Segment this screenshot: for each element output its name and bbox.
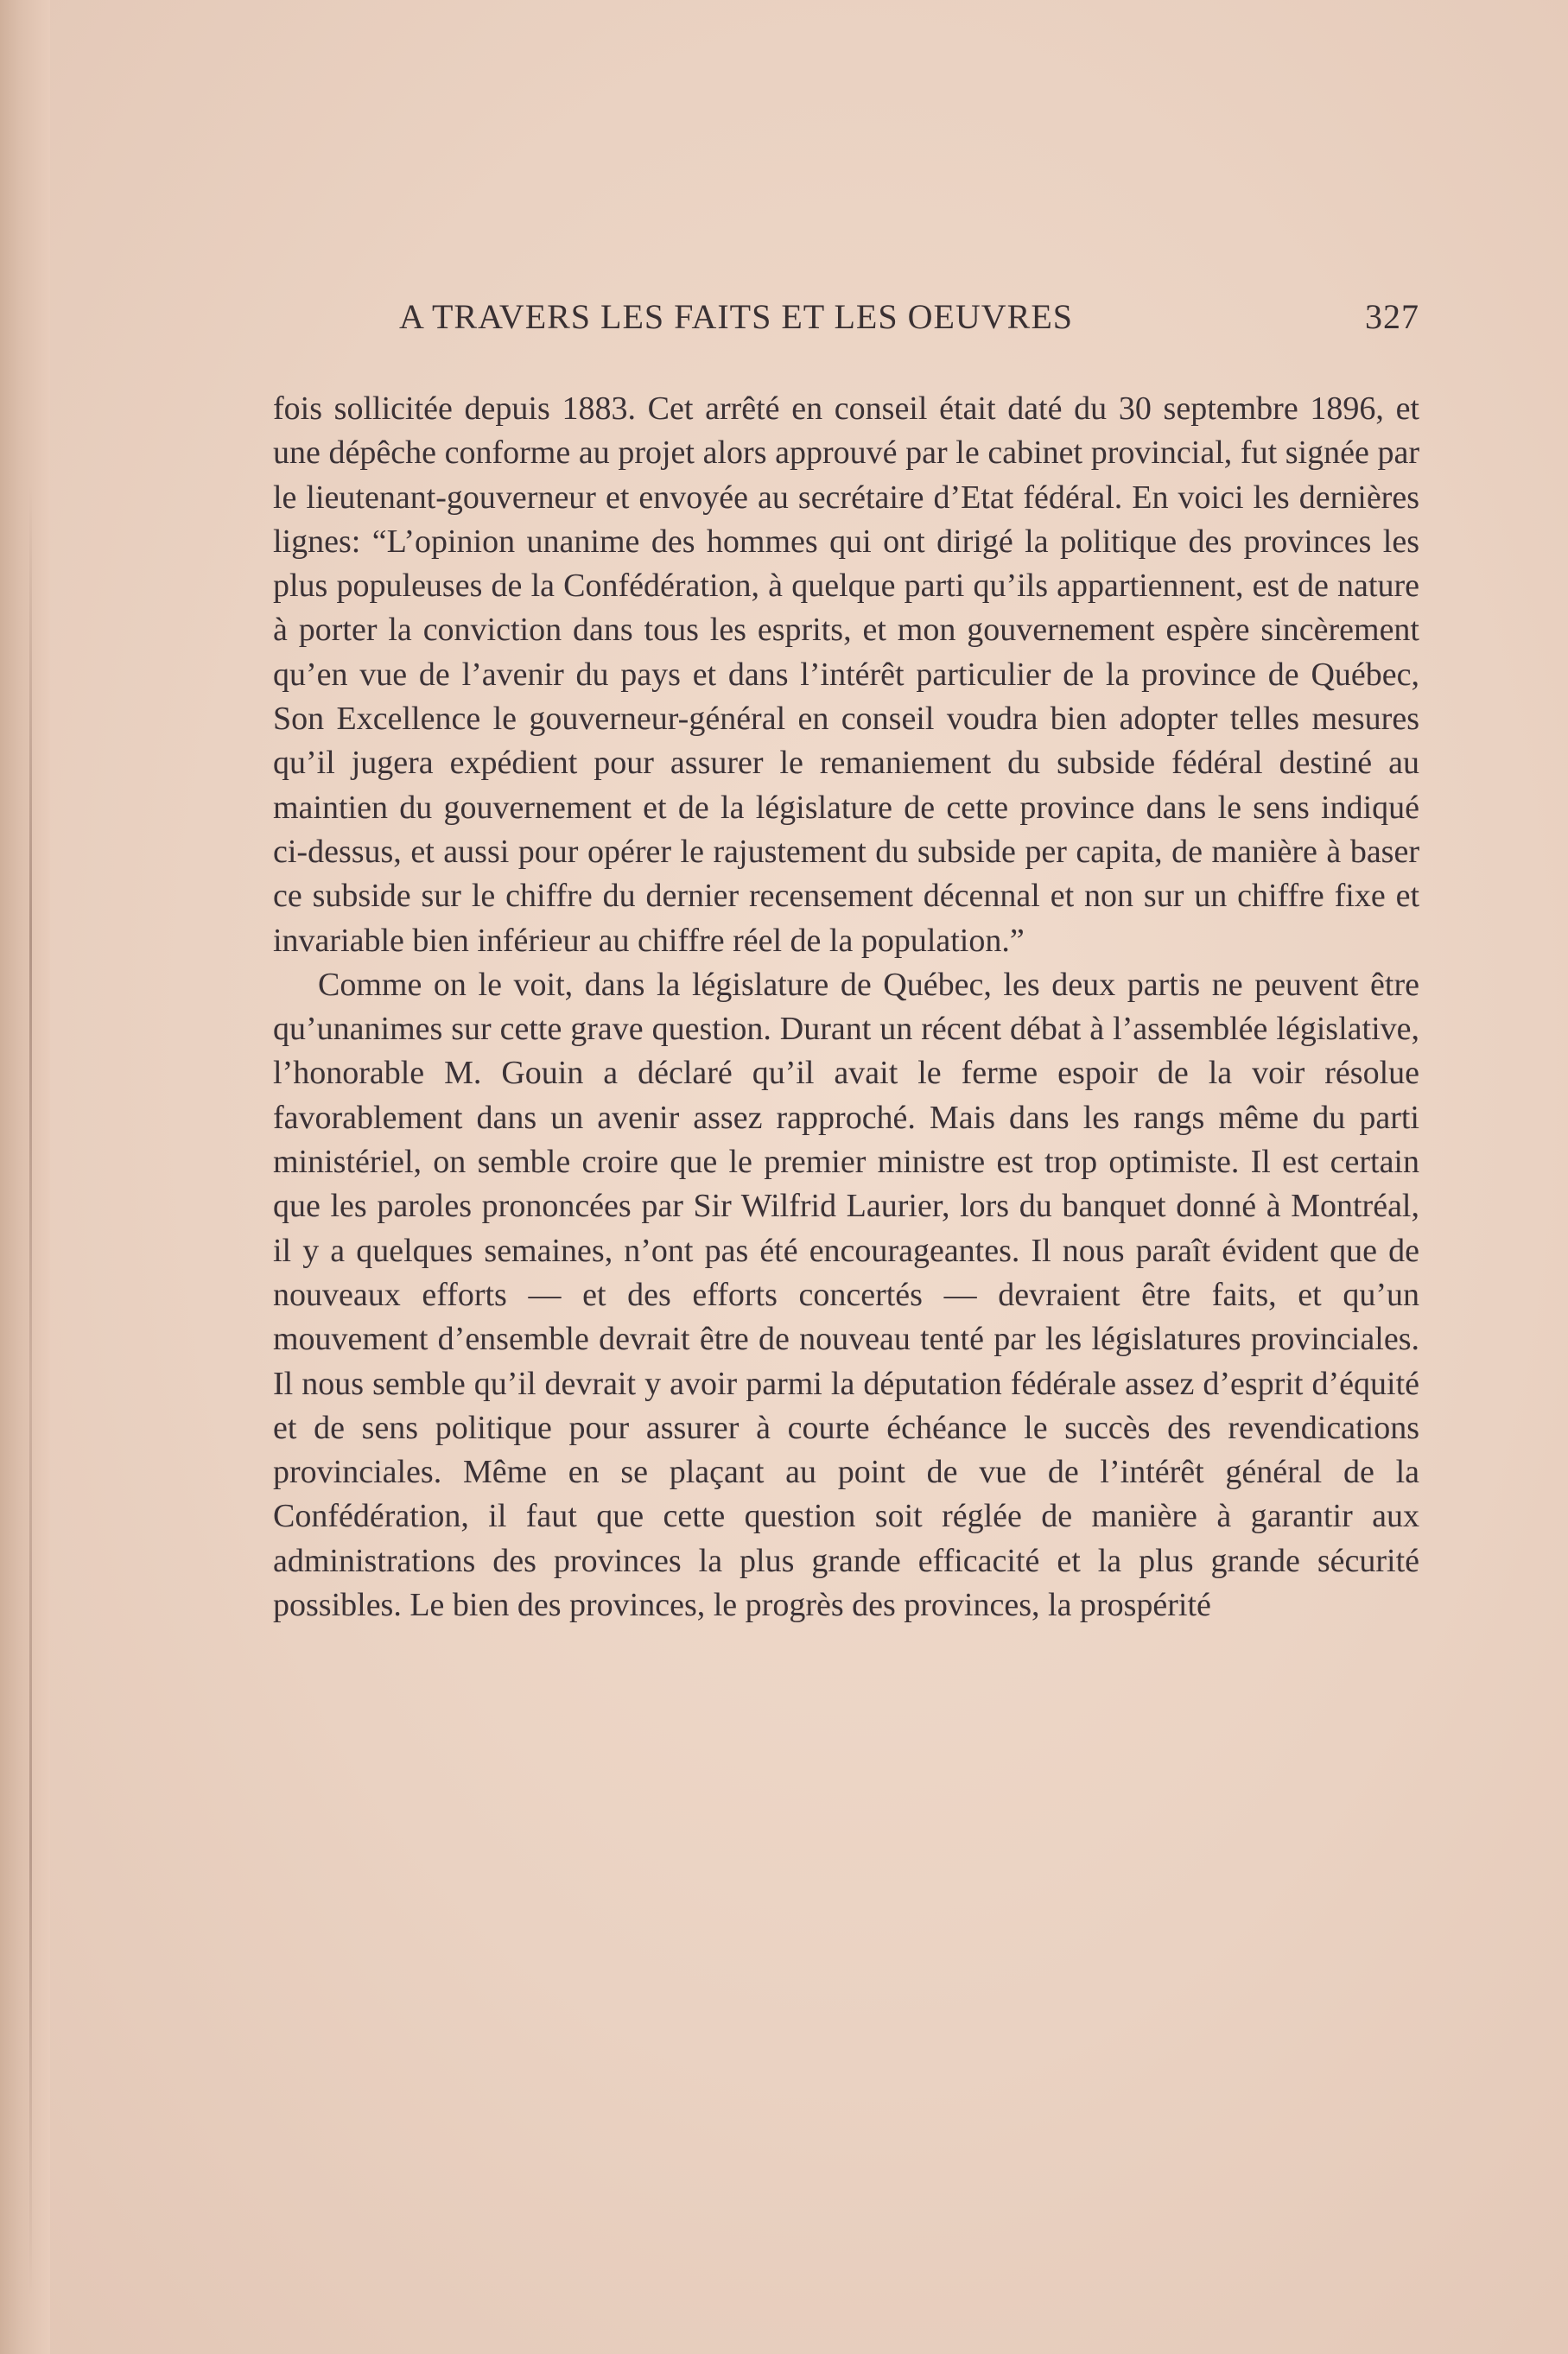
page-number: 327 (1365, 297, 1419, 336)
binding-shadow (29, 484, 32, 2298)
binding-gutter (0, 0, 50, 2354)
running-head: A TRAVERS LES FAITS ET LES OEUVRES (399, 297, 1074, 336)
page-header (273, 296, 1419, 345)
paragraph: fois sollicitée depuis 1883. Cet arrêté en conseil était daté du 30 septembre 1896, et une dépêche conforme au projet alors approuvé par le cabinet provincial, fut signée par le lieutenant-gouverneur et envoyée au secrétaire d’Etat fédéral. En voici les dernières lignes: “L’opinion unanime des hommes qui ont dirigé la politique des provinces les plus populeuses de la Confédération, à quelque parti qu’ils appartiennent, est de nature à porter la conviction dans tous les esprits, et mon gouvernement espère sincèrement qu’en vue de l’avenir du pays et dans l’intérêt particulier de la province de Québec, Son Excellence le gouverneur-général en conseil voudra bien adopter telles mesures qu’il jugera expédient pour assurer le remaniement du subside fédéral destiné au maintien du gouvernement et de la législature de cette province dans le sens indiqué ci-dessus, et aussi pour opérer le rajustement du subside per capita, de manière à baser ce subside sur le chiffre du dernier recensement décennal et non sur un chiffre fixe et invariable bien inférieur au chiffre réel de la population.” (273, 390, 1419, 959)
paragraph: Comme on le voit, dans la législature de Québec, les deux partis ne peuvent être qu’unanimes sur cette grave question. Durant un récent débat à l’assemblée législative, l’honorable M. Gouin a déclaré qu’il avait le ferme espoir de la voir résolue favorablement dans un avenir assez rapproché. Mais dans les rangs même du parti ministériel, on semble croire que le premier ministre est trop optimiste. Il est certain que les paroles prononcées par Sir Wilfrid Laurier, lors du banquet donné à Montréal, il y a quelques semaines, n’ont pas été encourageantes. Il nous paraît évident que de nouveaux efforts — et des efforts concertés — devraient être faits, et qu’un mouvement d’ensemble devrait être de nouveau tenté par les législatures provinciales. Il nous semble qu’il devrait y avoir parmi la députation fédérale assez d’esprit d’équité et de sens politique pour assurer à courte échéance le succès des revendications provinciales. Même en se plaçant au point de vue de l’intérêt général de la Confédération, il faut que cette question soit réglée de manière à garantir aux administrations des provinces la plus grande efficacité et la plus grande sécurité possibles. Le bien des provinces, le progrès des provinces, la prospérité (273, 966, 1419, 1624)
body-text (273, 387, 1419, 1627)
